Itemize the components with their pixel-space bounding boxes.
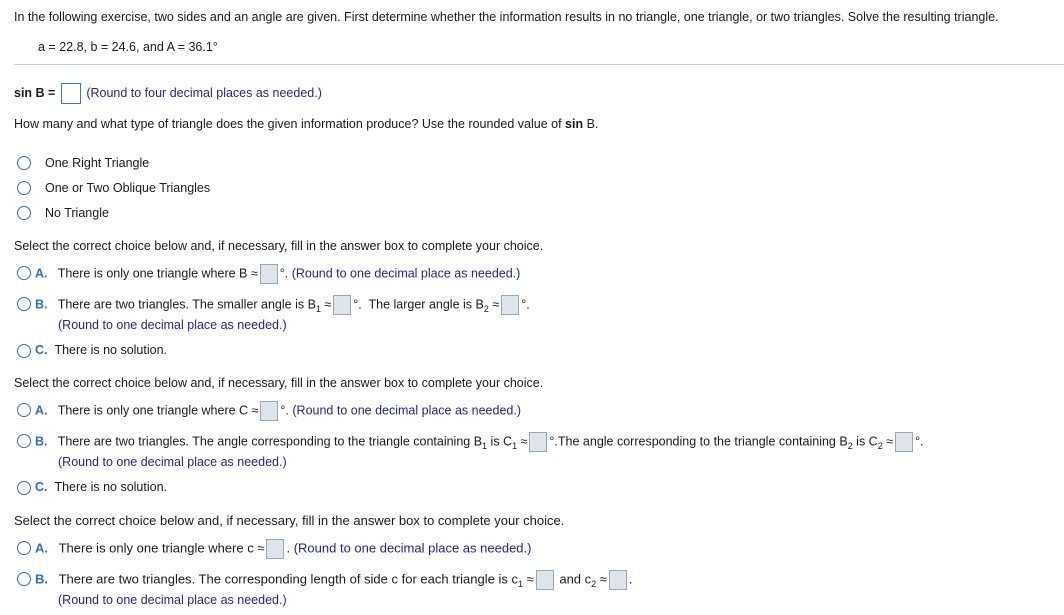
- radio-c-b[interactable]: [17, 434, 31, 448]
- select-prompt-1: Select the correct choice below and, if necessary, fill in the answer box to complete your choice.: [14, 239, 544, 253]
- radio-b-c[interactable]: [17, 344, 31, 358]
- choice-side-b-hint: (Round to one decimal place as needed.): [58, 593, 287, 607]
- radio-c-a[interactable]: [17, 403, 31, 417]
- option-one-or-two: One or Two Oblique Triangles: [45, 181, 211, 195]
- radio-no-triangle[interactable]: [17, 206, 31, 220]
- option-no-triangle: No Triangle: [45, 206, 109, 220]
- choice-c-c: C. There is no solution.: [35, 480, 168, 494]
- question-triangle-type: How many and what type of triangle does the given information produce? Use the rounded value of sin B.: [14, 117, 599, 131]
- c-angle-input[interactable]: [260, 401, 278, 421]
- c2-length-input[interactable]: [609, 570, 627, 590]
- choice-c-b-hint: (Round to one decimal place as needed.): [58, 455, 287, 469]
- sinb-label: sin B =: [14, 85, 56, 100]
- radio-b-b[interactable]: [17, 297, 31, 311]
- given-values: a = 22.8, b = 24.6, and A = 36.1°: [38, 40, 218, 54]
- choice-b-b-hint: (Round to one decimal place as needed.): [58, 318, 287, 332]
- instructions-text: In the following exercise, two sides and an angle are given. First determine whether the information results in no triangle, one triangle, or two triangles. Solve the resulting triangle.: [14, 10, 999, 24]
- c1-length-input[interactable]: [536, 570, 554, 590]
- radio-b-a[interactable]: [17, 266, 31, 280]
- c2-input[interactable]: [895, 432, 913, 452]
- option-one-right: One Right Triangle: [45, 156, 150, 170]
- sinb-input[interactable]: [61, 83, 81, 104]
- b1-input[interactable]: [333, 295, 351, 315]
- choice-b-b: B. There are two triangles. The smaller angle is $B_1$ ≈ °. The larger angle is $B_2$ ≈ °.: [35, 295, 530, 315]
- choice-side-a: A. There is only one triangle where c ≈ . (Round to one decimal place as needed.): [35, 539, 531, 559]
- b2-input[interactable]: [501, 295, 519, 315]
- c1-input[interactable]: [529, 432, 547, 452]
- radio-side-b[interactable]: [17, 572, 31, 586]
- choice-b-a: A. There is only one triangle where B ≈ °. (Round to one decimal place as needed.): [35, 264, 520, 284]
- choice-b-c: C. There is no solution.: [35, 343, 168, 357]
- choice-side-b: B. There are two triangles. The corresponding length of side c for each triangle is $c_1$ ≈ and $c_2$ ≈ .: [35, 571, 633, 590]
- side-c-input[interactable]: [266, 539, 284, 559]
- choice-c-b: B. There are two triangles. The angle corresponding to the triangle containing $B_1$ is $C_1 \approx ^\circ.The$ angle corresponding to the triangle containing $B_2$ is $C_2$ ≈ °.: [35, 432, 924, 452]
- sinb-hint: (Round to four decimal places as needed.): [86, 85, 322, 100]
- choice-c-a: A. There is only one triangle where C ≈ °. (Round to one decimal place as needed.): [35, 401, 521, 421]
- divider: [14, 64, 1064, 65]
- radio-one-or-two[interactable]: [17, 181, 31, 195]
- sinb-row: [14, 83, 322, 104]
- radio-c-c[interactable]: [17, 481, 31, 495]
- select-prompt-3: Select the correct choice below and, if necessary, fill in the answer box to complete your choice.: [14, 513, 565, 528]
- select-prompt-2: Select the correct choice below and, if necessary, fill in the answer box to complete your choice.: [14, 376, 544, 390]
- b-angle-input[interactable]: [260, 264, 278, 284]
- radio-one-right[interactable]: [17, 156, 31, 170]
- radio-side-a[interactable]: [17, 541, 31, 555]
